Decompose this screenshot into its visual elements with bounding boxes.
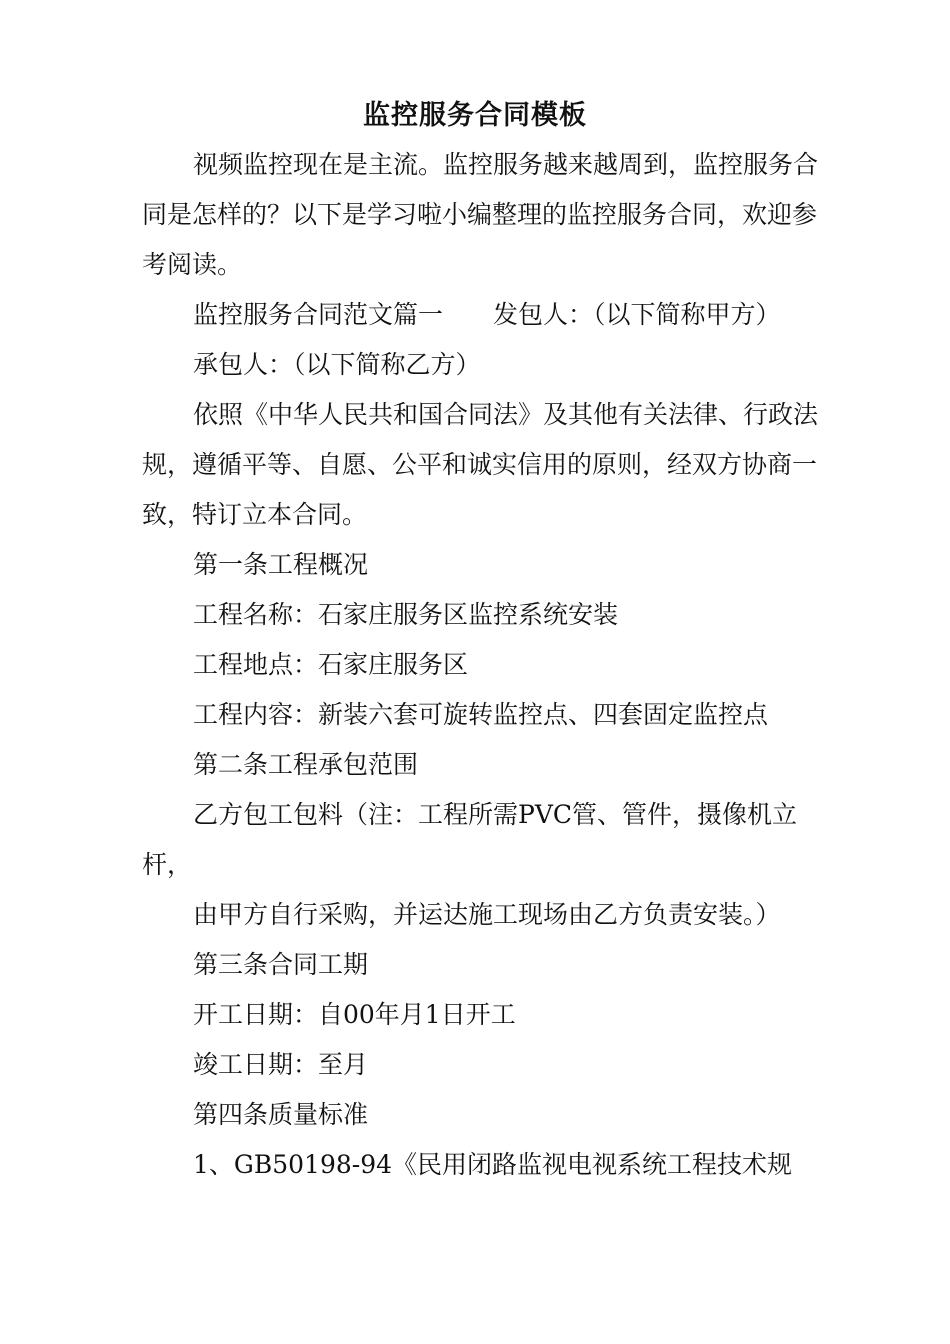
paragraph-intro: 视频监控现在是主流。监控服务越来越周到，监控服务合同是怎样的？以下是学习啦小编整理的监控服务合同，欢迎参考阅读。 (142, 150, 819, 279)
quality-standard-1: 1、GB50198-94《民用闭路监视电视系统工程技术规 (193, 1150, 793, 1179)
completion-date: 竣工日期：至月 (193, 1050, 369, 1079)
paragraph-legal-basis: 依照《中华人民共和国合同法》及其他有关法律、行政法规，遵循平等、自愿、公平和诚实信用的原则，经双方协商一致，特订立本合同。 (142, 400, 819, 529)
article-2-heading: 第二条工程承包范围 (193, 750, 419, 779)
project-location: 工程地点：石家庄服务区 (193, 650, 469, 679)
project-name: 工程名称：石家庄服务区监控系统安装 (193, 600, 619, 629)
article-1-heading: 第一条工程概况 (193, 550, 369, 579)
paragraph-contractor: 承包人：（以下简称乙方） (193, 350, 481, 379)
start-date: 开工日期：自00年月1日开工 (193, 1000, 516, 1029)
document-title: 监控服务合同模板 (363, 100, 587, 131)
paragraph-sample-heading: 监控服务合同范文篇一 发包人：（以下简称甲方） (193, 300, 781, 329)
article-4-heading: 第四条质量标准 (193, 1100, 369, 1129)
document-body (142, 140, 822, 1190)
scope-line-1: 乙方包工包料（注：工程所需PVC管、管件，摄像机立杆， (142, 800, 798, 879)
scope-line-2: 由甲方自行采购，并运达施工现场由乙方负责安装。） (193, 900, 781, 929)
article-3-heading: 第三条合同工期 (193, 950, 369, 979)
project-content: 工程内容：新装六套可旋转监控点、四套固定监控点 (193, 700, 769, 729)
